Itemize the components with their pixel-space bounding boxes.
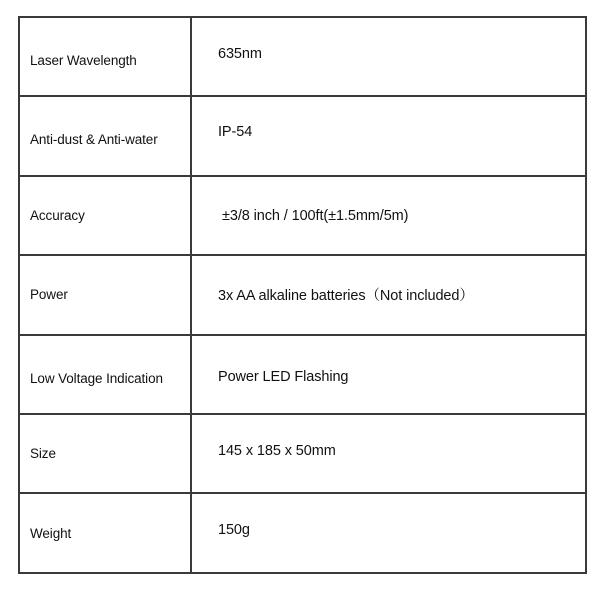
spec-label: Laser Wavelength [30, 53, 137, 69]
spec-label-cell [19, 255, 191, 334]
spec-value: ±3/8 inch / 100ft(±1.5mm/5m) [222, 208, 409, 225]
spec-label-cell [19, 17, 191, 96]
spec-value: 3x AA alkaline batteries（Not included） [218, 288, 474, 305]
spec-label-cell [19, 493, 191, 572]
spec-label: Weight [30, 525, 72, 541]
spec-row-anti-dust-anti-water [19, 96, 586, 175]
spec-value-cell [191, 255, 586, 334]
spec-label: Power [30, 287, 68, 303]
spec-label-cell [19, 96, 191, 175]
spec-label-cell [19, 335, 191, 414]
spec-row-low-voltage-indication [19, 335, 586, 414]
spec-row-power [19, 255, 586, 334]
spec-value-cell [191, 17, 586, 96]
spec-row-laser-wavelength [19, 17, 586, 96]
spec-value: Power LED Flashing [218, 369, 349, 386]
spec-label: Accuracy [30, 207, 85, 223]
spec-value-cell [191, 335, 586, 414]
spec-row-size [19, 414, 586, 493]
spec-row-weight [19, 493, 586, 572]
spec-value-cell [191, 493, 586, 572]
spec-value-cell [191, 414, 586, 493]
spec-label: Low Voltage Indication [30, 370, 163, 386]
spec-value: 150g [218, 522, 250, 539]
spec-value: 145 x 185 x 50mm [218, 442, 336, 459]
spec-label-cell [19, 414, 191, 493]
spec-row-accuracy [19, 176, 586, 255]
spec-value: IP-54 [218, 124, 253, 141]
spec-label-cell [19, 176, 191, 255]
spec-value: 635nm [218, 45, 262, 62]
spec-table [18, 16, 587, 574]
spec-value-cell [191, 176, 586, 255]
spec-label: Anti-dust & Anti-water [30, 131, 158, 147]
spec-label: Size [30, 446, 56, 462]
spec-table-body [19, 17, 586, 573]
spec-value-cell [191, 96, 586, 175]
